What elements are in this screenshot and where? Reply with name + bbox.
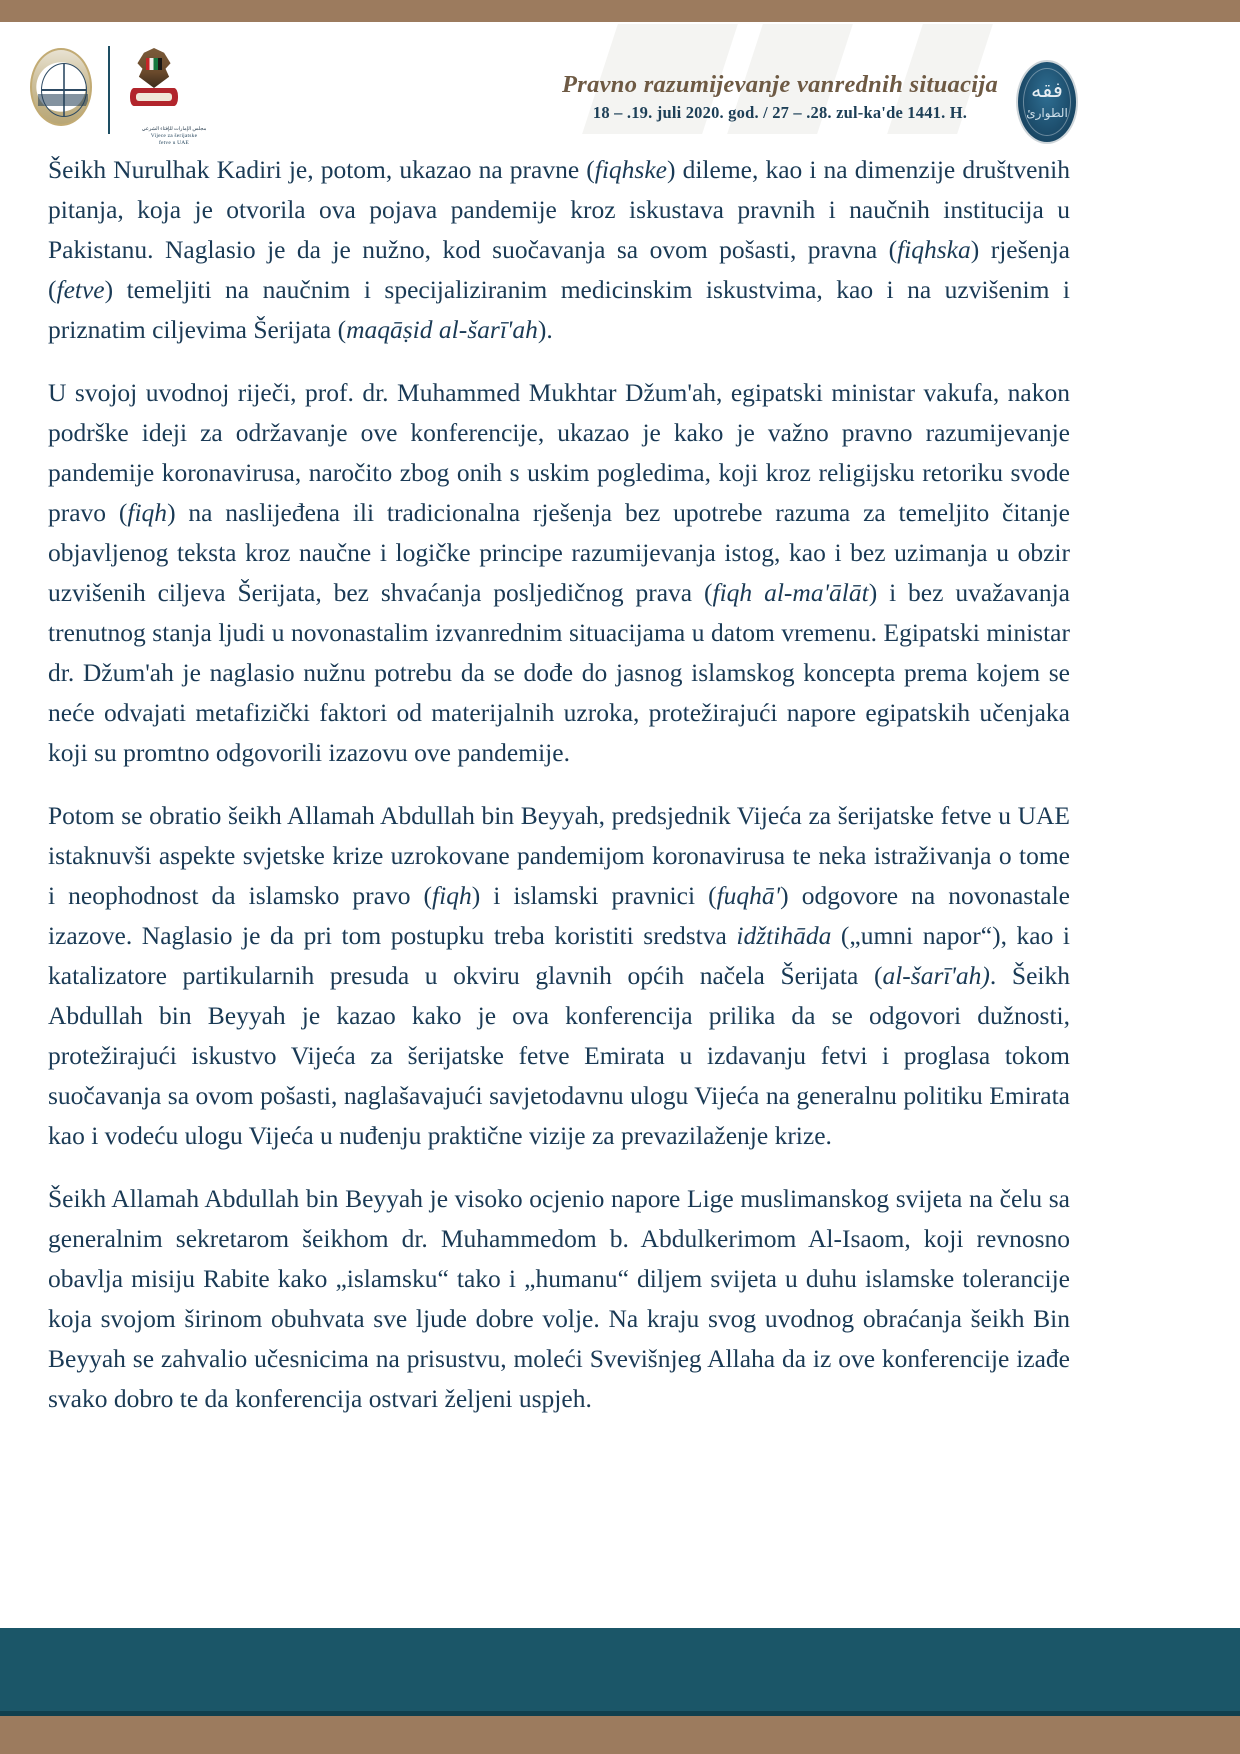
text-run: ) dileme, kao i na dimenzije društvenih pitanja, koja je otvorila ova pojava pandemije kroz iskustava pravnih i naučnih institucija u Pakistanu. Naglasio je da je nužno, kod suočavanja sa ovom pošasti, pravna ( [48,155,1070,264]
text-run: Potom se obratio šeikh Allamah Abdullah bin Beyyah, predsjednik Vijeća za šerijatske fetve u UAE istaknuvši aspekte svjetske krize uzrokovane pandemijom koronavirusa te neka istraživanja o tome i neophodnost da islamsko pravo ( [48,801,1070,910]
text-run: ) i islamski pravnici ( [471,881,717,910]
text-run: . Šeikh Abdullah bin Beyyah je kazao kako je ova konferencija prilika da se odgovori dužnosti, protežirajući iskustvo Vijeća za šerijatske fetve Emirata u izdavanju fetvi i proglasa tokom suočavanja sa ovom pošasti, naglašavajući savjetodavnu ulogu Vijeća na generalnu politiku Emirata kao i vodeću ulogu Vijeća u nuđenju praktične vizije za prevazilaženje krize. [48,961,1070,1150]
transliterated-term: maqāṣid al-šarī'ah [346,315,538,344]
transliterated-term: fiqhska [897,235,971,264]
top-decorative-bar [0,0,1240,22]
uae-emblem-icon [126,44,182,124]
transliterated-term: al-šarī'ah) [882,961,990,990]
document-body [0,150,1240,1442]
text-run: ) odgovore na novonastale izazove. Naglasio je da pri tom postupku treba koristiti sredstva [48,881,1071,950]
transliterated-term: fiqh [127,498,168,527]
footer-bottom-bar [0,1716,1240,1754]
text-run: ) na naslijeđena ili tradicionalna rješenja bez upotrebe razuma za temeljito čitanje objavljenog teksta kroz naučne i logičke principe razumijevanja istog, kao i bez uzimanja u obzir uzvišenih ciljeva Šerijata, bez shvaćanja posljedičnog prava ( [48,498,1070,607]
conference-seal-icon [1016,60,1078,144]
paragraph [0,1179,1240,1419]
left-logo-caption-line2: fetve u UAE [159,140,189,146]
uae-flag-icon [146,58,162,70]
paragraph [0,150,1240,350]
transliterated-term: fiqhske [594,155,667,184]
text-run: ) i bez uvažavanja trenutnog stanja ljudi u novonastalim izvanrednim situacijama u datom vremenu. Egipatski ministar dr. Džum'ah je naglasio nužnu potrebu da se dođe do jasnog islamskog koncepta prema kojem se neće odvajati metafizički faktori od materijalnih uzroka, protežirajući napore egipatskih učenjaka koji su promtno odgovorili izazovu ove pandemije. [48,578,1071,767]
text-run: („umni napor“), kao i katalizatore partikularnih presuda u okviru glavnih općih načela Šerijata ( [48,921,1070,990]
footer-band [0,1628,1240,1716]
seal-arabic-subglyph: الطوارئ [1026,106,1068,120]
transliterated-term: fetve [56,275,105,304]
left-logo-caption-line1: Vijece za šerijatske [150,133,198,139]
text-run: ). [537,315,553,344]
paragraph [0,796,1240,1156]
header-title-block [520,70,1040,124]
text-run: ) rješenja ( [48,235,1070,304]
transliterated-term: fiqh [432,881,472,910]
page-header [0,22,1240,146]
transliterated-term: fiqh al-ma'ālāt [712,578,869,607]
header-left-logos [30,34,290,144]
text-run: U svojoj uvodnoj riječi, prof. dr. Muhammed Mukhtar Džum'ah, egipatski ministar vakufa, nakon podrške ideji za održavanje ove konferencije, ukazao je kako je važno pravno razumijevanje pandemije koronavirusa, naročito zbog onih s uskim pogledima, koji kroz religijsku retoriku svode pravo ( [48,378,1070,527]
left-logo-caption [114,126,234,147]
globe-seal-icon [30,48,92,126]
text-run: Šeikh Allamah Abdullah bin Beyyah je visoko ocjenio napore Lige muslimanskog svijeta na čelu sa generalnim sekretarom šeikhom dr. Muhammedom b. Abdulkerimom Al-Isaom, koji revnosno obavlja misiju Rabite kako „islamsku“ tako i „humanu“ diljem svijeta u duhu islamske tolerancije koja svojom širinom obuhvata sve ljude dobre volje. Na kraju svog uvodnog obraćanja šeikh Bin Beyyah se zahvalio učesnicima na prisustvu, moleći Svevišnjeg Allaha da iz ove konferencije izađe svako dobro te da konferencija ostvari željeni uspjeh. [48,1184,1070,1413]
conference-date: 18 – .19. juli 2020. god. / 27 – .28. zul-ka'de 1441. H. [592,103,968,122]
transliterated-term: idžtihāda [736,921,832,950]
conference-title: Pravno razumijevanje vanrednih situacija [561,71,999,98]
logo-divider [108,46,110,134]
paragraph [0,373,1240,773]
transliterated-term: fuqhā' [716,881,781,910]
left-logo-caption-arabic: مجلس الإمارات للإفتاء الشرعي [141,127,207,132]
scroll-banner-icon [130,88,178,106]
seal-arabic-glyph: فقه [1031,78,1063,102]
text-run: Šeikh Nurulhak Kadiri je, potom, ukazao na pravne ( [48,155,595,184]
text-run: ) temeljiti na naučnim i specijaliziranim medicinskim iskustvima, kao i na uzvišenim i priznatim ciljevima Šerijata ( [48,275,1070,344]
